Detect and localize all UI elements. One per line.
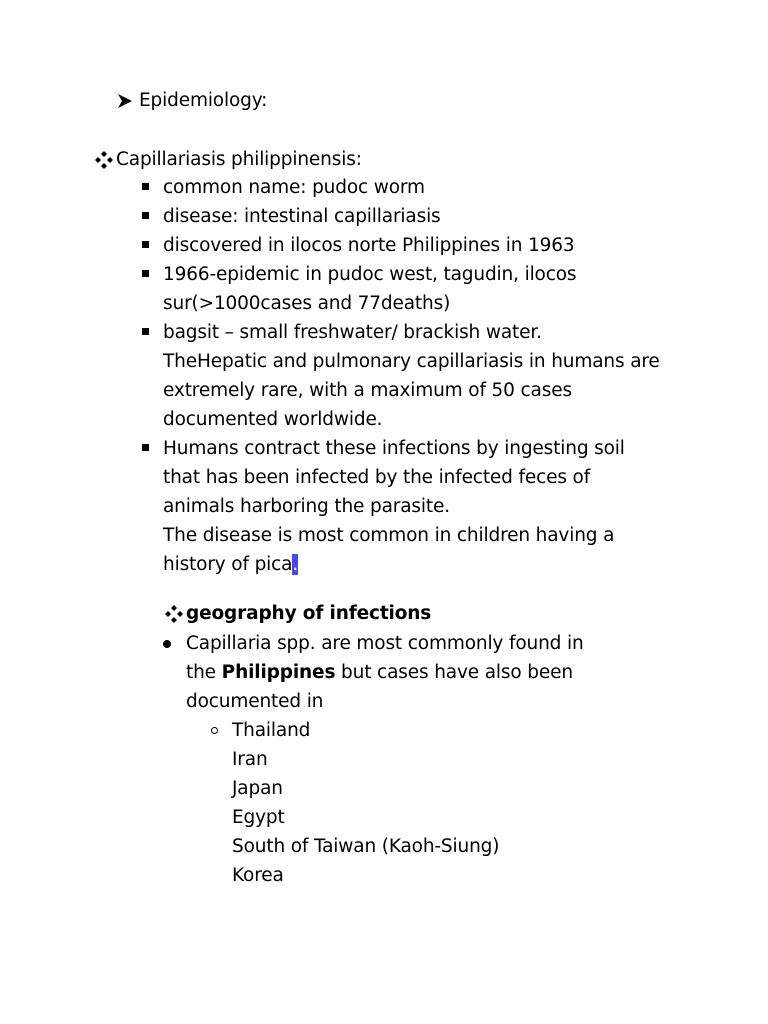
hollow-circle-bullet-icon xyxy=(211,727,218,734)
list-item-continuation xyxy=(163,550,298,579)
text-run: but cases have also been xyxy=(335,662,573,683)
list-item: Humans contract these infections by ingesting soil xyxy=(163,438,625,459)
square-bullet-icon xyxy=(142,183,149,190)
bold-philippines: Philippines xyxy=(221,662,336,683)
square-bullet-icon xyxy=(142,270,149,277)
list-item: Capillaria spp. are most commonly found in xyxy=(186,633,584,654)
list-item-continuation: The disease is most common in children having a xyxy=(163,525,615,546)
square-bullet-icon xyxy=(142,444,149,451)
list-item-continuation: documented in xyxy=(186,691,324,712)
country-item: South of Taiwan (Kaoh-Siung) xyxy=(232,836,500,857)
heading-epidemiology: Epidemiology: xyxy=(139,90,268,111)
country-item: Thailand xyxy=(232,720,311,741)
list-item-continuation: sur(>1000cases and 77deaths) xyxy=(163,293,451,314)
section-title-geography: geography of infections xyxy=(186,603,432,624)
country-item: Iran xyxy=(232,749,268,770)
list-item: discovered in ilocos norte Philippines in 1963 xyxy=(163,235,575,256)
pica-text: history of pica xyxy=(163,554,293,575)
list-item: 1966-epidemic in pudoc west, tagudin, ilocos xyxy=(163,264,577,285)
text-run: the xyxy=(186,662,222,683)
country-item: Japan xyxy=(232,778,283,799)
list-item-continuation xyxy=(186,658,573,687)
list-item: bagsit – small freshwater/ brackish water. xyxy=(163,322,542,343)
list-item-continuation: documented worldwide. xyxy=(163,409,383,430)
list-item-continuation: that has been infected by the infected feces of xyxy=(163,467,591,488)
square-bullet-icon xyxy=(142,241,149,248)
section-title-capillariasis: Capillariasis philippinensis: xyxy=(116,149,362,170)
round-bullet-icon xyxy=(163,640,171,648)
list-item: disease: intestinal capillariasis xyxy=(163,206,441,227)
selected-text[interactable]: . xyxy=(292,554,299,575)
country-item: Egypt xyxy=(232,807,285,828)
country-item: Korea xyxy=(232,865,284,886)
list-item-continuation: TheHepatic and pulmonary capillariasis in humans are xyxy=(163,351,660,372)
list-item-continuation: extremely rare, with a maximum of 50 cases xyxy=(163,380,572,401)
square-bullet-icon xyxy=(142,328,149,335)
list-item: common name: pudoc worm xyxy=(163,177,425,198)
list-item-continuation: animals harboring the parasite. xyxy=(163,496,450,517)
square-bullet-icon xyxy=(142,212,149,219)
